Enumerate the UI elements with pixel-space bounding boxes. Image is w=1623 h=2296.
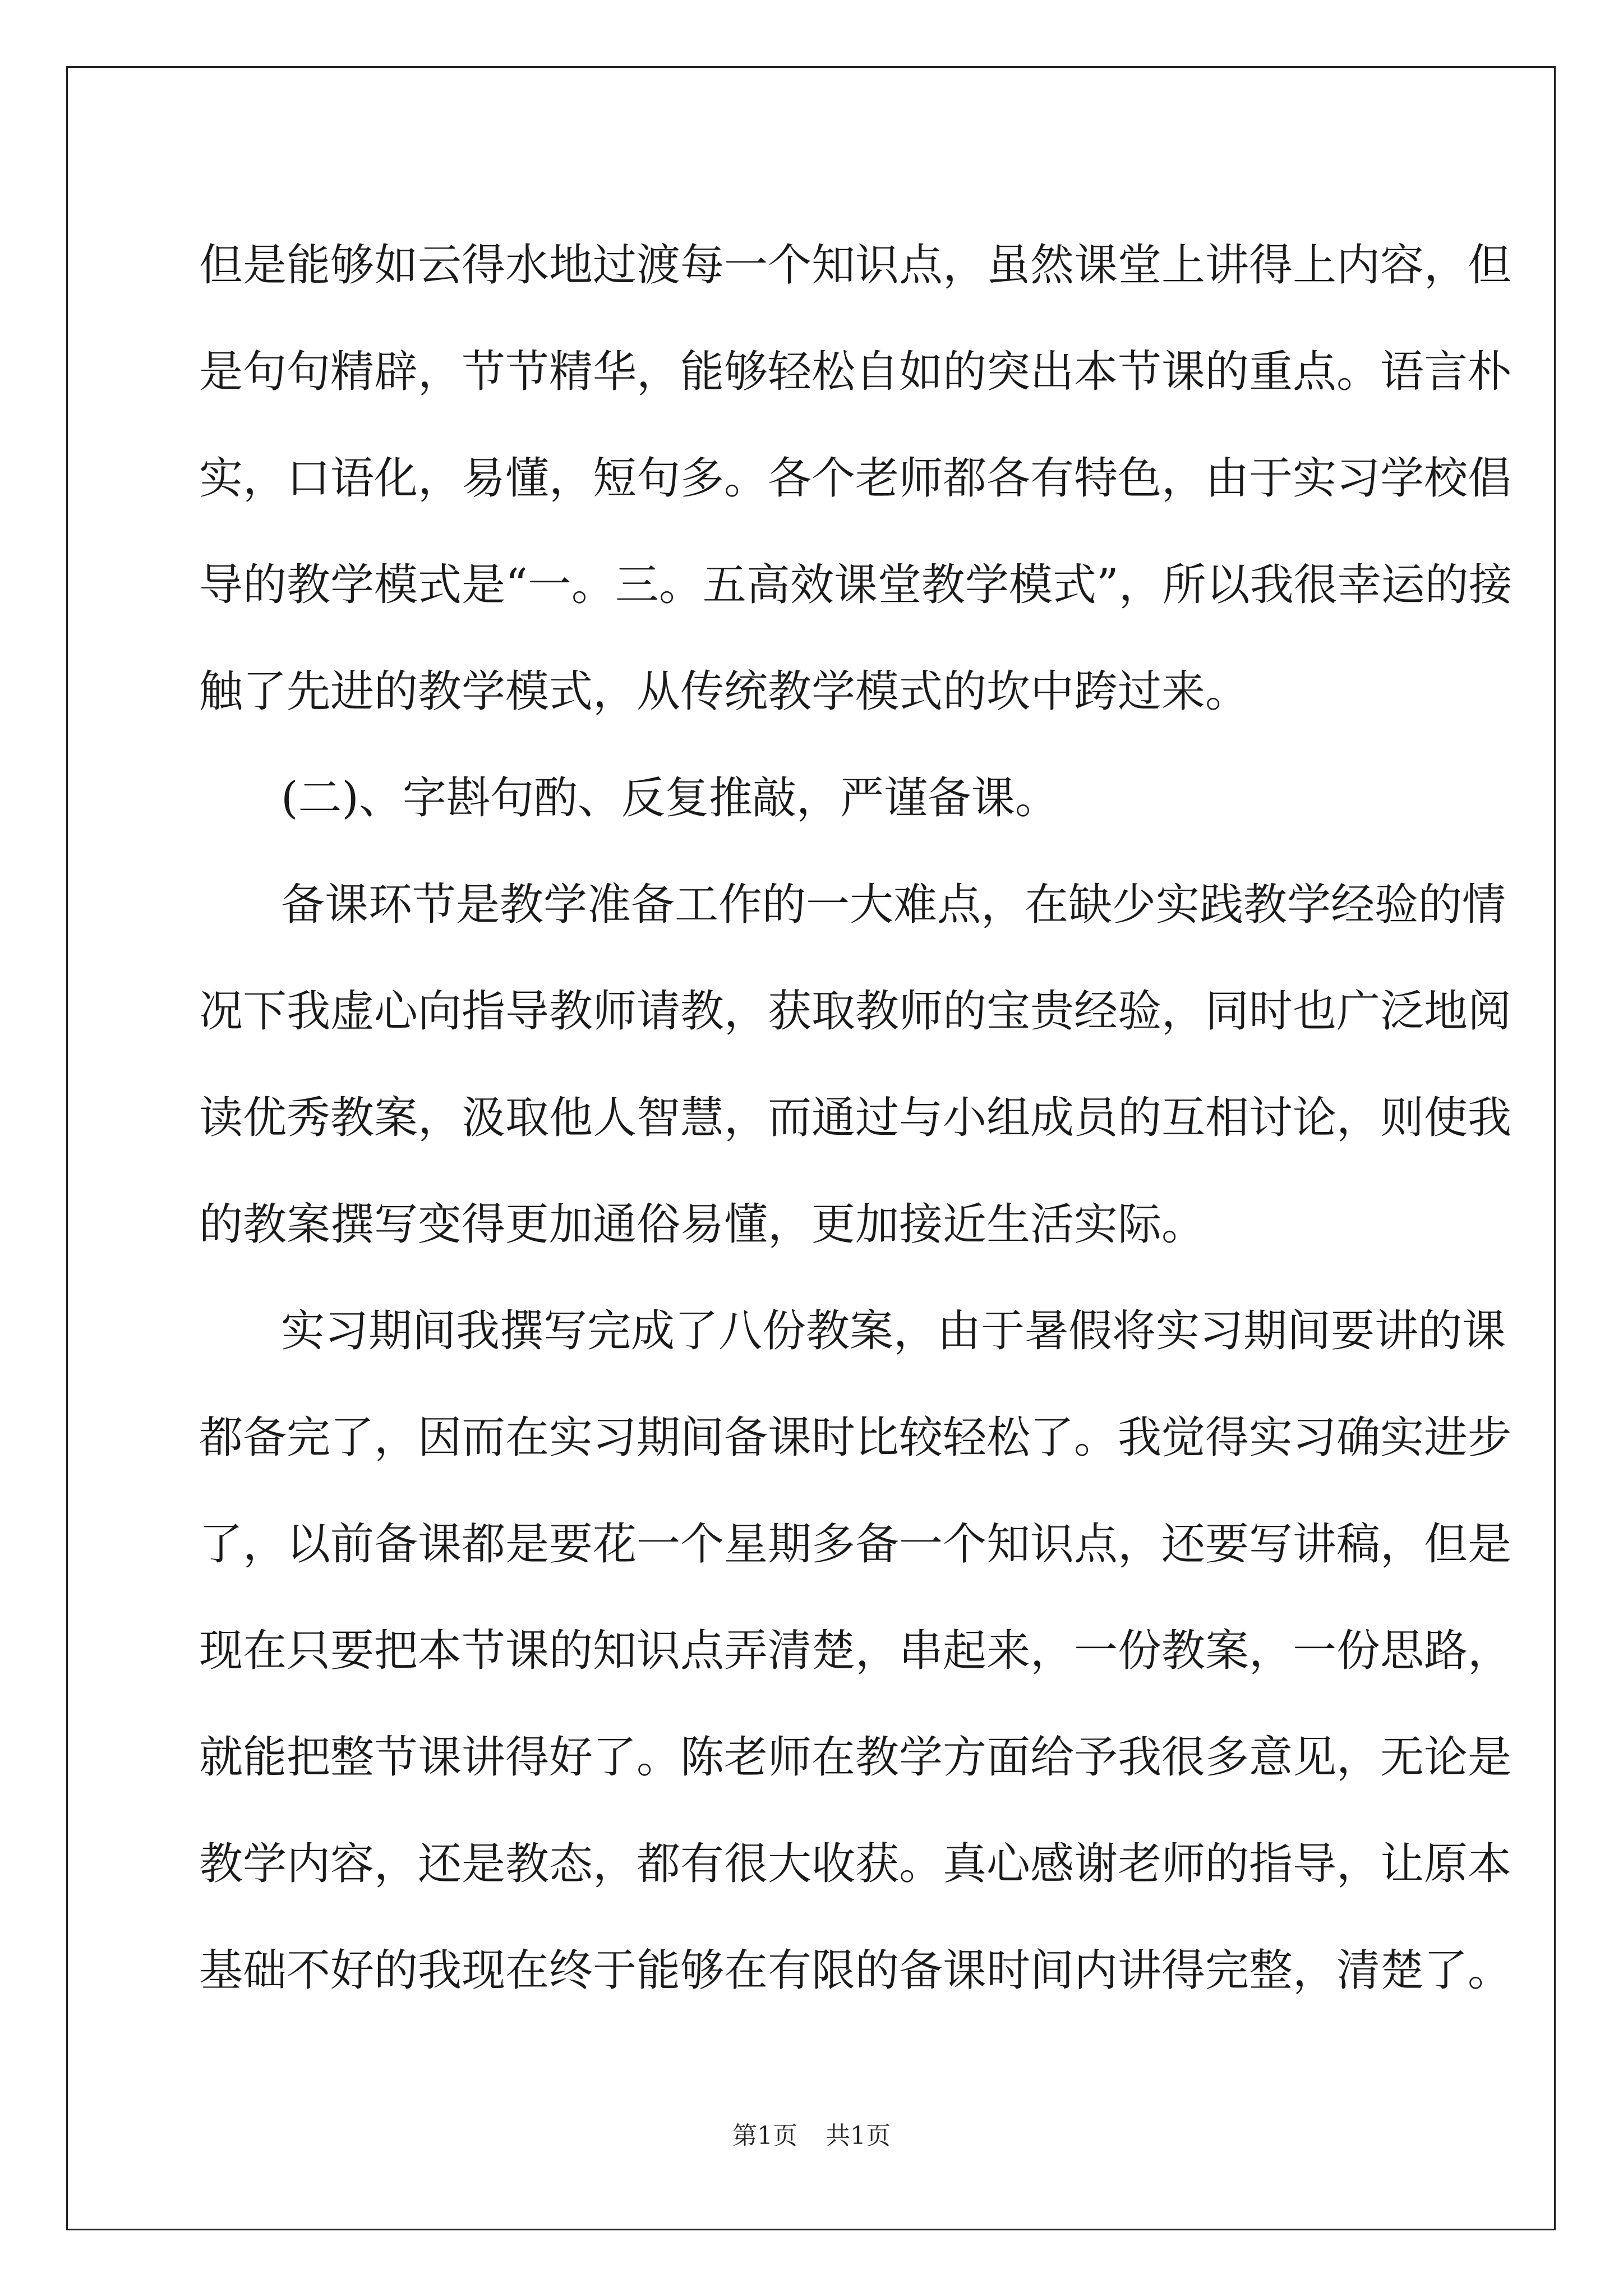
page-number: 第1页 [732, 2122, 797, 2150]
text-line: 的教案撰写变得更加通俗易懂，更加接近生活实际。 [199, 1199, 1206, 1250]
text-line: 就能把整节课讲得好了。陈老师在教学方面给予我很多意见，无论是 [199, 1732, 1512, 1783]
text-line: 实，口语化，易懂，短句多。各个老师都各有特色，由于实习学校倡 [199, 453, 1512, 504]
text-line: 教学内容，还是教态，都有很大收获。真心感谢老师的指导，让原本 [199, 1839, 1512, 1889]
document-body [199, 212, 1513, 2024]
text-line: 导的教学模式是“一。三。五高效课堂教学模式”，所以我很幸运的接 [199, 560, 1513, 610]
text-line: 了，以前备课都是要花一个星期多备一个知识点，还要写讲稿，但是 [199, 1519, 1512, 1570]
text-line: 现在只要把本节课的知识点弄清楚，串起来，一份教案，一份思路， [199, 1626, 1512, 1676]
text-line: 实习期间我撰写完成了八份教案，由于暑假将实习期间要讲的课 [281, 1306, 1506, 1356]
text-line: 是句句精辟，节节精华，能够轻松自如的突出本节课的重点。语言朴 [199, 347, 1512, 397]
page-footer [0, 2119, 1623, 2153]
text-line: 况下我虚心向指导教师请教，获取教师的宝贵经验，同时也广泛地阅 [199, 986, 1512, 1037]
text-line: 都备完了，因而在实习期间备课时比较轻松了。我觉得实习确实进步 [199, 1412, 1512, 1463]
text-line: 基础不好的我现在终于能够在有限的备课时间内讲得完整，清楚了。 [199, 1945, 1512, 1996]
text-line: 但是能够如云得水地过渡每一个知识点，虽然课堂上讲得上内容，但 [199, 240, 1512, 291]
total-pages: 共1页 [826, 2122, 891, 2150]
text-line: 触了先进的教学模式，从传统教学模式的坎中跨过来。 [199, 666, 1249, 717]
text-line: (二)、字斟句酌、反复推敲，严谨备课。 [281, 773, 1059, 823]
text-line: 备课环节是教学准备工作的一大难点，在缺少实践教学经验的情 [281, 880, 1506, 930]
text-line: 读优秀教案，汲取他人智慧，而通过与小组成员的互相讨论，则使我 [199, 1093, 1512, 1143]
